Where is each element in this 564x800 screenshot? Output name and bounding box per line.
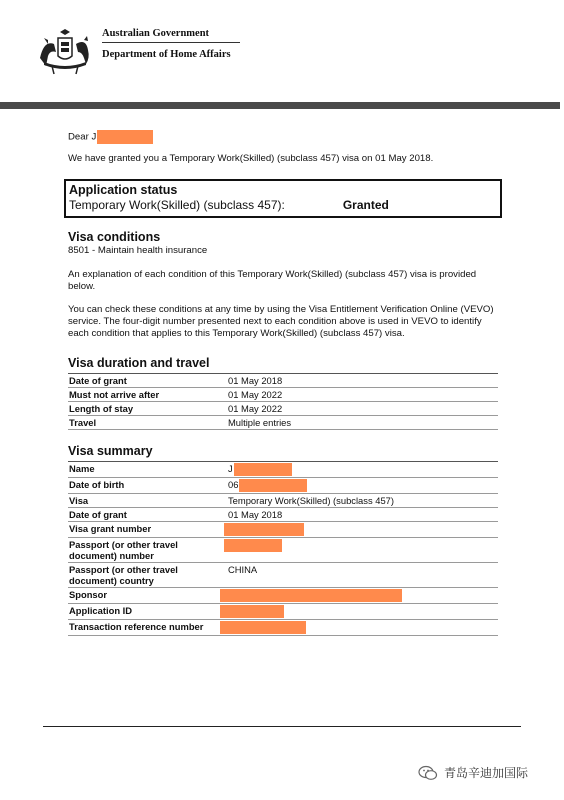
department-name: Department of Home Affairs (102, 49, 231, 60)
table-row (68, 563, 498, 588)
table-row (68, 374, 498, 388)
row-value-text: 01 May 2022 (228, 389, 283, 400)
table-row (68, 462, 498, 478)
row-value (227, 522, 498, 538)
header-band (0, 102, 560, 109)
row-value (227, 462, 498, 478)
status-label: Temporary Work(Skilled) (subclass 457): (69, 198, 285, 212)
row-value-text: 06 (228, 479, 239, 491)
conditions-paragraph-1: An explanation of each condition of this Temporary Work(Skilled) (subclass 457) visa is provided below. (68, 269, 477, 292)
row-label: Passport (or other travel document) number (68, 538, 227, 563)
redaction-block (220, 605, 284, 618)
row-label: Date of grant (68, 374, 227, 388)
summary-table (68, 462, 498, 636)
row-value-text: 01 May 2022 (228, 403, 283, 414)
conditions-heading: Visa conditions (68, 230, 161, 244)
row-label: Must not arrive after (68, 388, 227, 402)
redaction-block (239, 479, 307, 492)
duration-heading: Visa duration and travel (68, 356, 210, 370)
row-value-text: Temporary Work(Skilled) (subclass 457) (228, 495, 395, 507)
redaction-block (97, 130, 153, 144)
status-title: Application status (69, 183, 178, 197)
watermark-text: 青岛辛迪加国际 (444, 766, 529, 780)
grant-intro: We have granted you a Temporary Work(Skilled) (subclass 457) visa on 01 May 2018. (68, 153, 434, 164)
row-label: Date of grant (68, 508, 227, 522)
row-value (227, 402, 498, 416)
redaction-block (224, 523, 304, 536)
redaction-block (220, 589, 402, 602)
duration-heading-wrap (68, 356, 498, 374)
row-value-text: J (228, 463, 233, 474)
conditions-paragraph-2: You can check these conditions at any time by using the Visa Entitlement Verification Online (VEVO) service. The four-digit number presented next to each condition above is used in VEVO to identify each condition that applies to this Temporary Work(Skilled) (subclass 457) visa. (68, 304, 494, 339)
row-value (227, 588, 498, 604)
row-value (227, 494, 498, 508)
letter-body (68, 130, 500, 636)
row-label: Date of birth (68, 478, 227, 494)
row-label: Sponsor (68, 588, 227, 604)
government-name: Australian Government (102, 28, 210, 39)
row-value (227, 416, 498, 430)
table-row (68, 478, 498, 494)
status-row (69, 198, 497, 213)
row-value-text: CHINA (228, 564, 258, 576)
row-label: Transaction reference number (68, 620, 227, 636)
row-value-text: 01 May 2018 (228, 375, 283, 386)
row-label: Name (68, 462, 227, 478)
row-label: Length of stay (68, 402, 227, 416)
row-value (227, 374, 498, 388)
table-row (68, 538, 498, 563)
summary-heading: Visa summary (68, 444, 153, 458)
table-row (68, 494, 498, 508)
salutation-line (68, 130, 500, 144)
row-value (227, 538, 498, 563)
header-divider (102, 42, 240, 43)
wechat-watermark (418, 764, 528, 781)
table-row (68, 402, 498, 416)
row-label: Visa (68, 494, 227, 508)
wechat-icon (418, 765, 438, 781)
row-value (227, 388, 498, 402)
row-value-text: Multiple entries (228, 417, 292, 428)
row-value (227, 604, 498, 620)
government-header (34, 28, 240, 76)
row-label: Application ID (68, 604, 227, 620)
table-row (68, 508, 498, 522)
row-value (227, 508, 498, 522)
table-row (68, 388, 498, 402)
redaction-block (220, 621, 306, 634)
table-row (68, 604, 498, 620)
row-value (227, 478, 498, 494)
row-value (227, 620, 498, 636)
table-row (68, 620, 498, 636)
table-row (68, 416, 498, 430)
table-row (68, 522, 498, 538)
footer-divider (43, 726, 521, 727)
row-label: Visa grant number (68, 522, 227, 538)
coat-of-arms-icon (34, 28, 96, 76)
salutation: Dear J (68, 131, 97, 143)
table-row (68, 588, 498, 604)
condition-item: 8501 - Maintain health insurance (68, 245, 208, 256)
row-value-text: 01 May 2018 (228, 509, 283, 521)
row-value (227, 563, 498, 588)
redaction-block (234, 463, 292, 476)
status-value: Granted (342, 198, 389, 212)
duration-table (68, 374, 498, 430)
summary-heading-wrap (68, 444, 498, 462)
row-label: Travel (68, 416, 227, 430)
redaction-block (224, 539, 282, 552)
row-label: Passport (or other travel document) country (68, 563, 227, 588)
application-status-box (64, 179, 502, 218)
